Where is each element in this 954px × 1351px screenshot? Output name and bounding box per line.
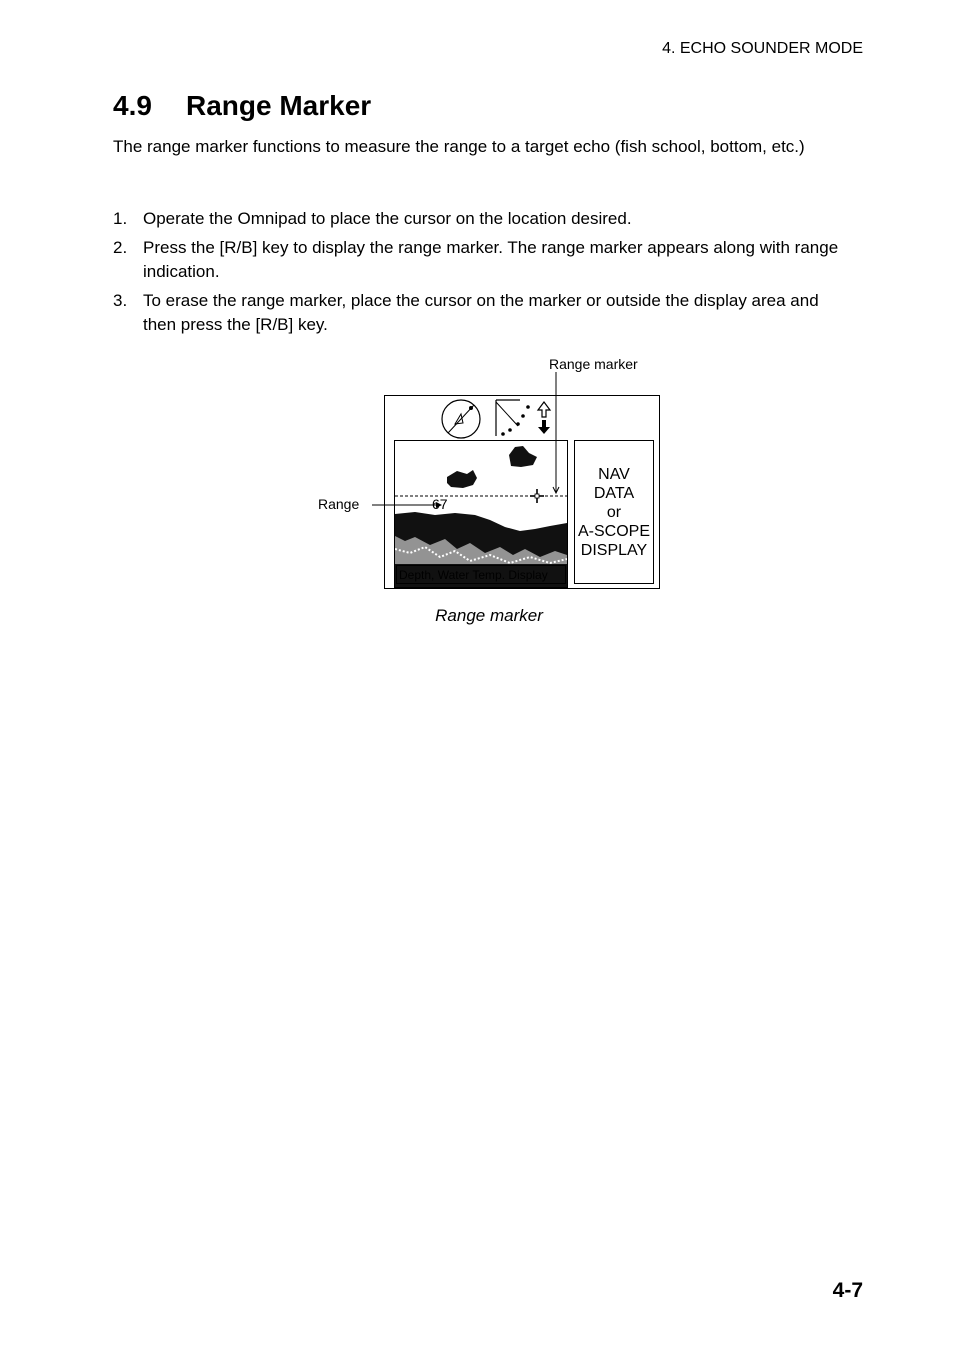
step-text: To erase the range marker, place the cursor on the marker or outside the display area and then press the [R/B] key. bbox=[143, 291, 819, 334]
compass-icon bbox=[442, 400, 480, 438]
step-number: 3. bbox=[113, 291, 128, 310]
nav-line: DATA bbox=[593, 485, 635, 502]
nav-line: NAV bbox=[598, 466, 630, 483]
step-number: 1. bbox=[113, 209, 128, 228]
fish-school-echo bbox=[447, 470, 477, 488]
step-item bbox=[113, 207, 853, 231]
nav-line: DISPLAY bbox=[580, 542, 648, 559]
fish-school-echo bbox=[509, 446, 537, 467]
intro-paragraph: The range marker functions to measure the range to a target echo (fish school, bottom, etc.) bbox=[113, 137, 805, 156]
step-item bbox=[113, 236, 853, 284]
step-text: Operate the Omnipad to place the cursor on the location desired. bbox=[143, 209, 632, 228]
section-title bbox=[113, 90, 371, 122]
step-text: Press the [R/B] key to display the range marker. The range marker appears along with range indication. bbox=[143, 238, 839, 281]
range-value: 67 bbox=[432, 496, 448, 512]
range-marker-figure bbox=[300, 350, 680, 600]
page-number: 4-7 bbox=[832, 1279, 863, 1302]
figure-caption: Range marker bbox=[435, 606, 543, 625]
step-number: 2. bbox=[113, 238, 128, 257]
cursor-icon bbox=[530, 489, 544, 503]
nav-line: or bbox=[606, 504, 622, 521]
section-number: 4.9 bbox=[113, 90, 152, 121]
shift-arrow-icon bbox=[538, 402, 550, 434]
range-callout: Range bbox=[318, 496, 360, 512]
nav-line: A-SCOPE bbox=[577, 523, 650, 540]
step-item bbox=[113, 289, 853, 337]
range-marker-callout: Range marker bbox=[549, 356, 638, 372]
section-title-text: Range Marker bbox=[186, 90, 372, 121]
nav-data-window bbox=[574, 440, 654, 584]
steps-list bbox=[113, 207, 853, 342]
depth-temp-display: Depth, Water Temp. Display bbox=[396, 565, 566, 584]
scale-icon bbox=[496, 400, 530, 436]
running-header: 4. ECHO SOUNDER MODE bbox=[662, 40, 863, 57]
